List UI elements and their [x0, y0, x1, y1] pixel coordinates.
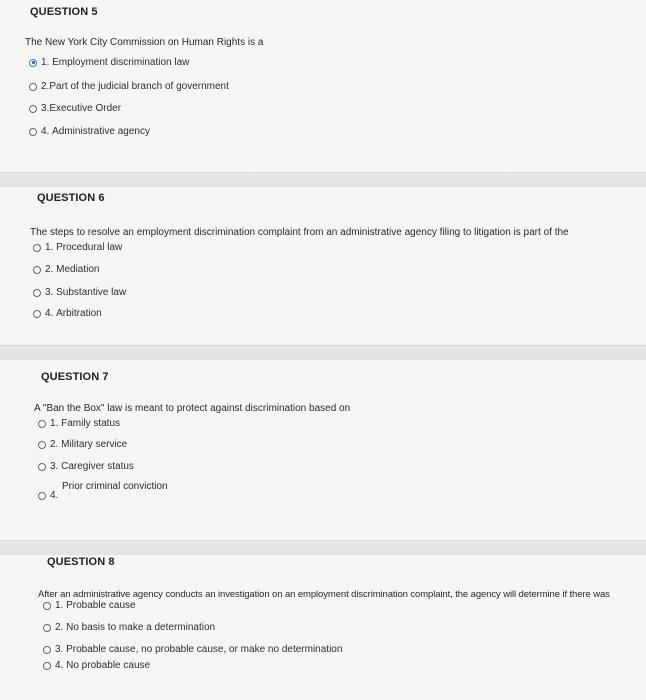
q8-option-2[interactable] [43, 622, 215, 633]
q7-option-1[interactable] [38, 418, 120, 429]
radio-button[interactable] [38, 420, 46, 428]
option-number: 3. [41, 103, 50, 114]
option-number: 4. [50, 490, 59, 501]
option-number: 4. [45, 308, 54, 319]
q8-option-4[interactable] [43, 660, 150, 671]
option-label: Caregiver status [61, 461, 134, 472]
radio-button-selected[interactable] [29, 59, 37, 67]
question-6-title: QUESTION 6 [37, 192, 105, 204]
option-number: 2. [50, 439, 59, 450]
question-5-title: QUESTION 5 [30, 6, 98, 18]
option-number: 2. [55, 622, 64, 633]
option-label: No basis to make a determination [66, 622, 216, 633]
option-label: Procedural law [56, 242, 123, 253]
option-label: Probable cause, no probable cause, or make no determination [66, 644, 343, 655]
question-7-panel [0, 360, 646, 540]
radio-button[interactable] [38, 492, 46, 500]
option-number: 1. [50, 418, 59, 429]
option-label: Probable cause [66, 600, 136, 611]
option-label: Administrative agency [52, 126, 150, 137]
q6-option-2[interactable] [33, 264, 99, 275]
radio-button[interactable] [33, 244, 41, 252]
radio-button[interactable] [33, 266, 41, 274]
radio-button[interactable] [43, 646, 51, 654]
question-separator [0, 540, 646, 556]
radio-button[interactable] [29, 105, 37, 113]
q5-option-4[interactable] [29, 126, 150, 137]
radio-button[interactable] [38, 463, 46, 471]
q6-option-3[interactable] [33, 287, 126, 298]
q5-option-3[interactable] [29, 103, 121, 114]
q7-option-4[interactable] [38, 490, 58, 501]
option-label: Executive Order [49, 103, 122, 114]
option-label: Substantive law [56, 287, 127, 298]
q6-option-4[interactable] [33, 308, 102, 319]
q6-option-1[interactable] [33, 242, 122, 253]
question-separator [0, 172, 646, 188]
option-label: Part of the judicial branch of government [49, 81, 229, 92]
question-separator [0, 345, 646, 361]
option-label: Family status [61, 418, 121, 429]
question-7-title: QUESTION 7 [41, 371, 109, 383]
radio-button[interactable] [29, 128, 37, 136]
q7-option-3[interactable] [38, 461, 134, 472]
option-number: 1. [45, 242, 54, 253]
radio-button[interactable] [33, 289, 41, 297]
option-number: 1. [55, 600, 64, 611]
question-8-prompt: After an administrative agency conducts an investigation on an employment discrimination complaint, the agency will determine if there was [38, 589, 610, 600]
radio-button[interactable] [43, 624, 51, 632]
option-label: Arbitration [56, 308, 102, 319]
q8-option-1[interactable] [43, 600, 136, 611]
option-number: 4. [55, 660, 64, 671]
radio-button[interactable] [43, 662, 51, 670]
option-number: 2. [45, 264, 54, 275]
q5-option-2[interactable] [29, 81, 229, 92]
q8-option-3[interactable] [43, 644, 342, 655]
question-7-prompt: A "Ban the Box" law is meant to protect against discrimination based on [34, 403, 351, 414]
option-label: Prior criminal conviction [62, 481, 168, 492]
option-label: No probable cause [66, 660, 151, 671]
radio-button[interactable] [29, 83, 37, 91]
option-number: 1. [41, 57, 50, 68]
radio-button[interactable] [43, 602, 51, 610]
option-number: 3. [45, 287, 54, 298]
radio-button[interactable] [38, 441, 46, 449]
question-8-title: QUESTION 8 [47, 556, 115, 568]
option-number: 4. [41, 126, 50, 137]
option-label: Mediation [56, 264, 100, 275]
option-number: 2. [41, 81, 50, 92]
option-number: 3. [50, 461, 59, 472]
option-number: 3. [55, 644, 64, 655]
radio-button[interactable] [33, 310, 41, 318]
option-label: Employment discrimination law [52, 57, 190, 68]
q5-option-1[interactable] [29, 57, 189, 68]
question-5-prompt: The New York City Commission on Human Rights is a [25, 37, 264, 48]
question-6-prompt: The steps to resolve an employment discrimination complaint from an administrative agency filing to litigation is part of the [30, 227, 569, 238]
option-label: Military service [61, 439, 128, 450]
q7-option-2[interactable] [38, 439, 127, 450]
